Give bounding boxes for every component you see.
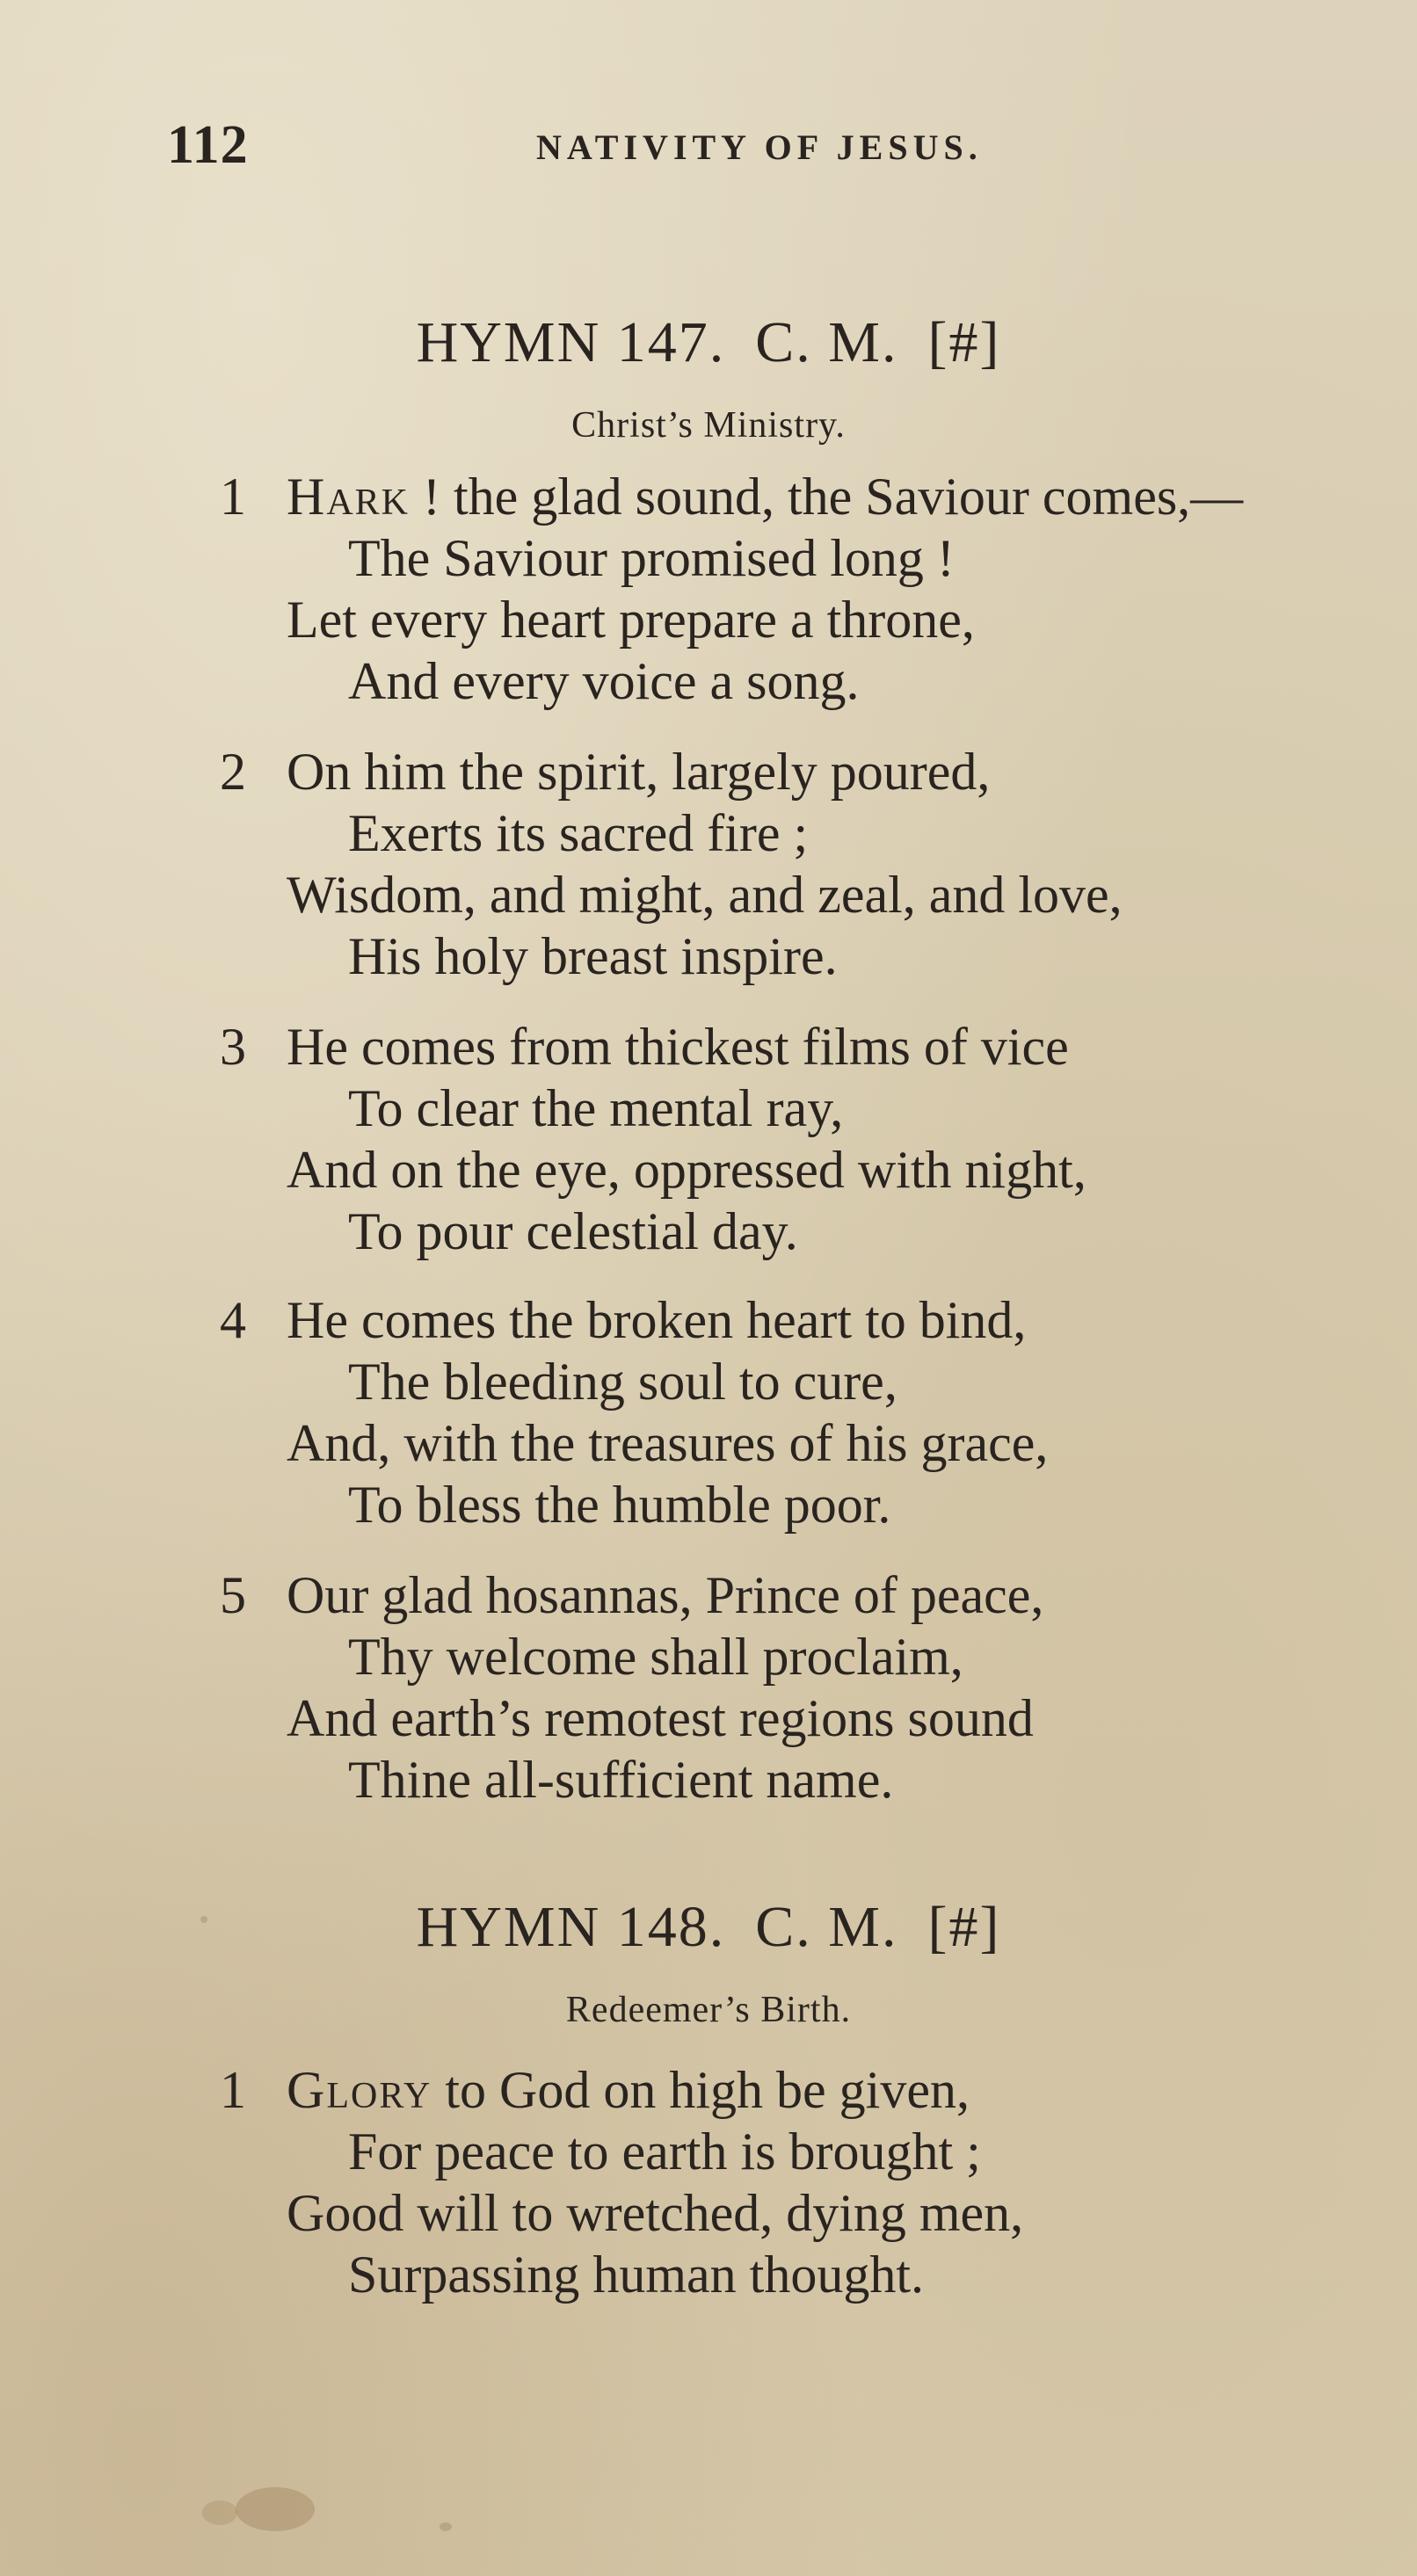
stanza-number: 4 bbox=[220, 1291, 246, 1349]
verse-line: Wisdom, and might, and zeal, and love, bbox=[287, 866, 1123, 924]
stanza bbox=[220, 741, 1398, 987]
verse-line: To clear the mental ray, bbox=[348, 1079, 844, 1137]
stanza-number: 1 bbox=[220, 468, 246, 526]
verse-line: Surpassing human thought. bbox=[348, 2246, 924, 2304]
hymn-number: HYMN 148. bbox=[416, 1895, 726, 1959]
running-title: NATIVITY OF JESUS. bbox=[536, 127, 983, 167]
stanza bbox=[220, 1016, 1398, 1262]
stanza bbox=[220, 466, 1398, 712]
first-word: Hark bbox=[287, 468, 411, 526]
verse-line bbox=[220, 466, 1398, 527]
hymn-147-heading bbox=[0, 309, 1417, 376]
stanza bbox=[220, 2059, 1398, 2305]
verse-line: Thy welcome shall proclaim, bbox=[348, 1628, 963, 1686]
hymn-tune-mark: [#] bbox=[927, 310, 1001, 374]
verse-text: On him the spirit, largely poured, bbox=[287, 743, 991, 801]
foxing-stain bbox=[236, 2487, 315, 2531]
verse-text: to God on high be given, bbox=[432, 2061, 970, 2119]
first-word: Glory bbox=[287, 2061, 432, 2119]
verse-line bbox=[220, 1289, 1398, 1351]
hymn-147-subtitle: Christ’s Ministry. bbox=[571, 405, 846, 446]
verse-line: Thine all-sufficient name. bbox=[348, 1751, 894, 1809]
verse-text: He comes the broken heart to bind, bbox=[287, 1291, 1027, 1349]
verse-text: Our glad hosannas, Prince of peace, bbox=[287, 1566, 1044, 1624]
hymn-meter: C. M. bbox=[755, 1895, 898, 1959]
hymn-148-subtitle: Redeemer’s Birth. bbox=[565, 1990, 852, 2030]
hymn-tune-mark: [#] bbox=[927, 1895, 1001, 1959]
running-header bbox=[167, 114, 1116, 185]
verse-line bbox=[220, 2059, 1398, 2121]
verse-line bbox=[220, 1564, 1398, 1626]
verse-line: For peace to earth is brought ; bbox=[348, 2122, 981, 2181]
foxing-stain bbox=[202, 2500, 237, 2525]
stanza bbox=[220, 1289, 1398, 1535]
hymn-number: HYMN 147. bbox=[416, 310, 726, 374]
verse-line: His holy breast inspire. bbox=[348, 927, 838, 985]
foxing-stain bbox=[440, 2522, 452, 2531]
stanza-number: 5 bbox=[220, 1566, 246, 1624]
verse-line: And every voice a song. bbox=[348, 652, 860, 710]
verse-line: Let every heart prepare a throne, bbox=[287, 591, 975, 649]
verse-text: He comes from thickest films of vice bbox=[287, 1018, 1069, 1076]
verse-line: And on the eye, oppressed with night, bbox=[287, 1141, 1086, 1199]
verse-line: The Saviour promised long ! bbox=[348, 529, 955, 587]
verse-line bbox=[220, 1016, 1398, 1078]
verse-line: The bleeding soul to cure, bbox=[348, 1353, 897, 1411]
verse-line: And earth’s remotest regions sound bbox=[287, 1689, 1034, 1747]
stanza bbox=[220, 1564, 1398, 1810]
verse-line: Good will to wretched, dying men, bbox=[287, 2184, 1024, 2242]
page-number: 112 bbox=[167, 115, 249, 175]
verse-line: And, with the treasures of his grace, bbox=[287, 1414, 1049, 1472]
hymn-meter: C. M. bbox=[755, 310, 898, 374]
verse-line bbox=[220, 741, 1398, 802]
verse-line: Exerts its sacred fire ; bbox=[348, 804, 809, 862]
hymn-148-heading bbox=[0, 1894, 1417, 1961]
verse-line: To pour celestial day. bbox=[348, 1202, 798, 1260]
stanza-number: 2 bbox=[220, 743, 246, 801]
stanza-number: 3 bbox=[220, 1018, 246, 1076]
verse-line: To bless the humble poor. bbox=[348, 1476, 891, 1534]
foxing-stain bbox=[200, 1916, 207, 1923]
verse-text: ! the glad sound, the Saviour comes,— bbox=[410, 468, 1244, 526]
stanza-number: 1 bbox=[220, 2061, 246, 2119]
